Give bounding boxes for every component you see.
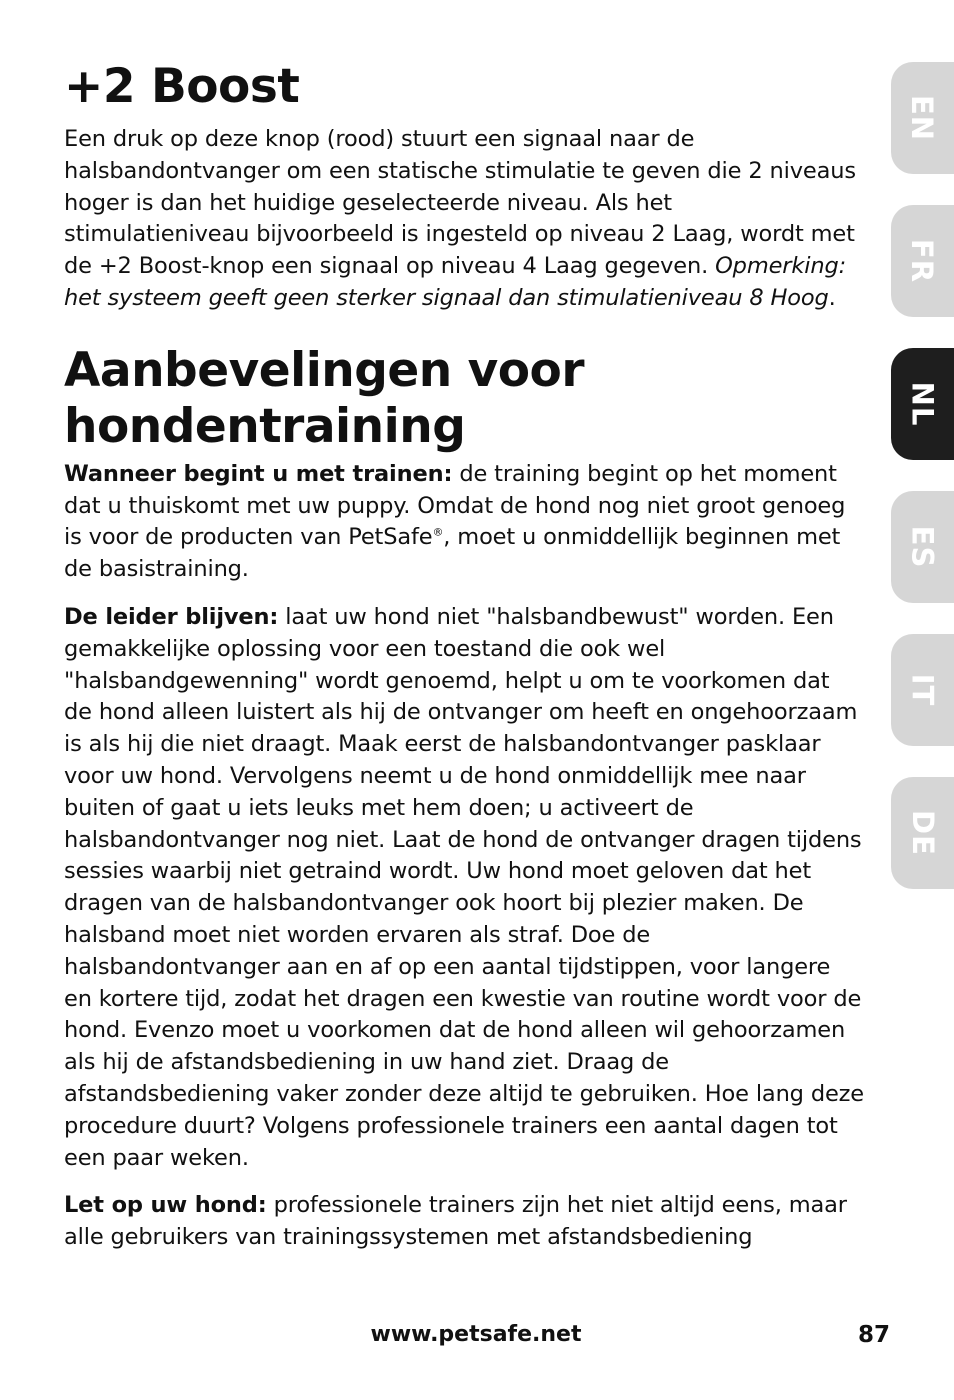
tab-de[interactable] [891,777,954,889]
footer-url[interactable]: www.petsafe.net [370,1322,582,1347]
recommendations-heading: Aanbevelingen voor hondentraining [64,342,585,454]
page-content [64,58,864,1254]
registered-mark: ® [432,525,444,539]
boost-paragraph [64,124,864,315]
stay-leader-label: De leider blijven: [64,603,279,630]
start-training-paragraph [64,459,864,586]
tab-nl-label: NL [905,381,940,427]
boost-note-end: . [828,284,836,311]
watch-dog-paragraph [64,1190,864,1254]
tab-fr[interactable] [891,205,954,317]
page-number: 87 [857,1322,890,1348]
tab-de-label: DE [905,810,940,856]
watch-dog-label: Let op uw hond: [64,1192,267,1219]
boost-heading: +2 Boost [64,59,300,114]
start-training-text-a: de training begint op het moment dat u thuiskomt met uw puppy. Omdat de hond nog niet groot genoeg is voor de producten van PetSafe [64,460,846,551]
tab-it[interactable] [891,634,954,746]
tab-en-label: EN [905,94,940,142]
footer-url-row [0,1322,954,1347]
start-training-label: Wanneer begint u met trainen: [64,460,453,487]
watch-dog-text: professionele trainers zijn het niet altijd eens, maar alle gebruikers van trainingssystemen met afstandsbediening [64,1192,847,1251]
boost-note: Opmerking: het systeem geeft geen sterker signaal dan stimulatieniveau 8 Hoog [64,253,847,311]
tab-fr-label: FR [905,238,940,284]
tab-it-label: IT [905,673,940,707]
stay-leader-paragraph [64,602,864,1174]
tab-en[interactable] [891,62,954,174]
stay-leader-text: laat uw hond niet "halsbandbewust" worden. Een gemakkelijke oplossing voor een toestand die ook wel "halsbandgewenning" wordt genoemd, helpt u om te voorkomen dat de hond alleen luistert als hij de ontvanger om heeft en ongehoorzaam is als hij die niet draagt. Maak eerst de halsbandontvanger pasklaar voor uw hond. Vervolgens neemt u de hond onmiddellijk mee naar buiten of gaat u iets leuks met hem doen; u activeert de halsbandontvanger nog niet. Laat de hond de ontvanger dragen tijdens sessies waarbij niet getraind wordt. Uw hond moet geloven dat het dragen van de halsbandontvanger ook hoort bij plezier maken. De halsband moet niet worden ervaren als straf. Doe de halsbandontvanger aan en af op een aantal tijdstippen, voor langere en kortere tijd, zodat het dragen een kwestie van routine wordt voor de hond. Evenzo moet u voorkomen dat de hond alleen wil gehoorzamen als hij de afstandsbediening in uw hand ziet. Draag de afstandsbediening vaker zonder deze altijd te gebruiken. Hoe lang deze procedure duurt? Volgens professionele trainers een aantal dagen tot een paar weken. [64,603,864,1171]
tab-es-label: ES [905,525,940,569]
tab-nl[interactable] [891,348,954,460]
start-training-text-b: , moet u onmiddellijk beginnen met de basistraining. [64,524,841,583]
boost-text: Een druk op deze knop (rood) stuurt een signaal naar de halsbandontvanger om een statische stimulatie te geven die 2 niveaus hoger is dan het huidige geselecteerde niveau. Als het stimulatieniveau bijvoorbeeld is ingesteld op niveau 2 Laag, wordt met de +2 Boost-knop een signaal op niveau 4 Laag gegeven. [64,126,856,280]
tab-es[interactable] [891,491,954,603]
